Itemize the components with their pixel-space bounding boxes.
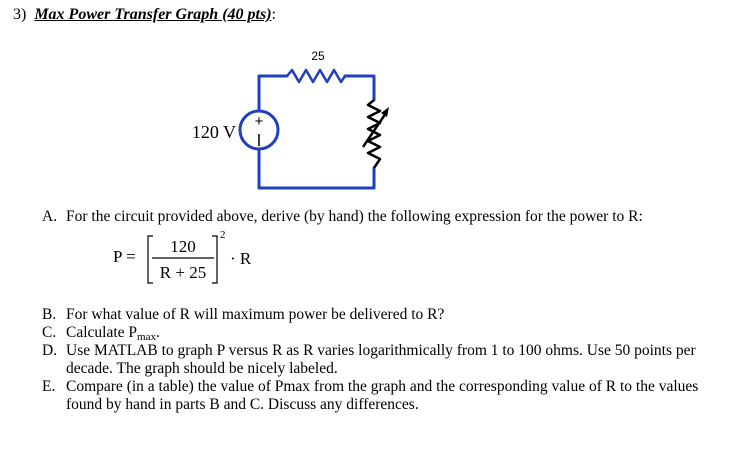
formula-exponent: 2: [220, 229, 226, 241]
heading-colon: :: [271, 6, 276, 23]
circuit-wire-top-right: [345, 76, 374, 100]
voltage-source-plus-sign: +: [254, 113, 264, 130]
variable-resistor-arrow-shaft: [363, 113, 386, 147]
item-c-text-pre: Calculate P: [66, 324, 138, 341]
item-e-line1: Compare (in a table) the value of Pmax from the graph and the corresponding value of R to the values: [66, 378, 699, 395]
item-a-letter: A.: [42, 208, 58, 225]
item-d-line2: decade. The graph should be nicely labeled.: [66, 360, 338, 377]
variable-resistor-r-symbol: [368, 100, 380, 168]
formula-rhs: · R: [230, 249, 252, 268]
formula-lhs: P =: [113, 247, 136, 266]
item-b-text: For what value of R will maximum power be delivered to R?: [66, 306, 445, 323]
item-c-subscript: max: [137, 331, 156, 343]
question-number: 3): [13, 6, 27, 23]
formula-denominator: R + 25: [159, 263, 207, 282]
variable-resistor-arrow-head: [381, 107, 389, 117]
question-title: Max Power Transfer Graph (40 pts): [34, 6, 272, 23]
resistor-value-label: 25: [311, 49, 325, 63]
voltage-source-label: 120 V: [191, 122, 236, 142]
item-e-line2: found by hand in parts B and C. Discuss any differences.: [66, 396, 419, 413]
circuit-wire-bottom: [259, 150, 374, 188]
item-c-text-post: .: [155, 324, 160, 341]
item-b-letter: B.: [42, 306, 57, 323]
formula-right-bracket: [212, 236, 217, 283]
item-d-letter: D.: [42, 342, 58, 359]
item-c-letter: C.: [42, 324, 57, 341]
formula-left-bracket: [148, 236, 153, 283]
circuit-wire-top-left: [259, 76, 287, 110]
resistor-25-symbol: [287, 70, 345, 82]
item-e-letter: E.: [42, 378, 56, 395]
circuit-diagram: [0, 0, 734, 200]
item-a-text: For the circuit provided above, derive (by hand) the following expression for the power to R:: [66, 208, 643, 225]
formula-numerator: 120: [170, 237, 196, 256]
item-d-line1: Use MATLAB to graph P versus R as R varies logarithmically from 1 to 100 ohms. Use 50 points per: [66, 342, 696, 359]
